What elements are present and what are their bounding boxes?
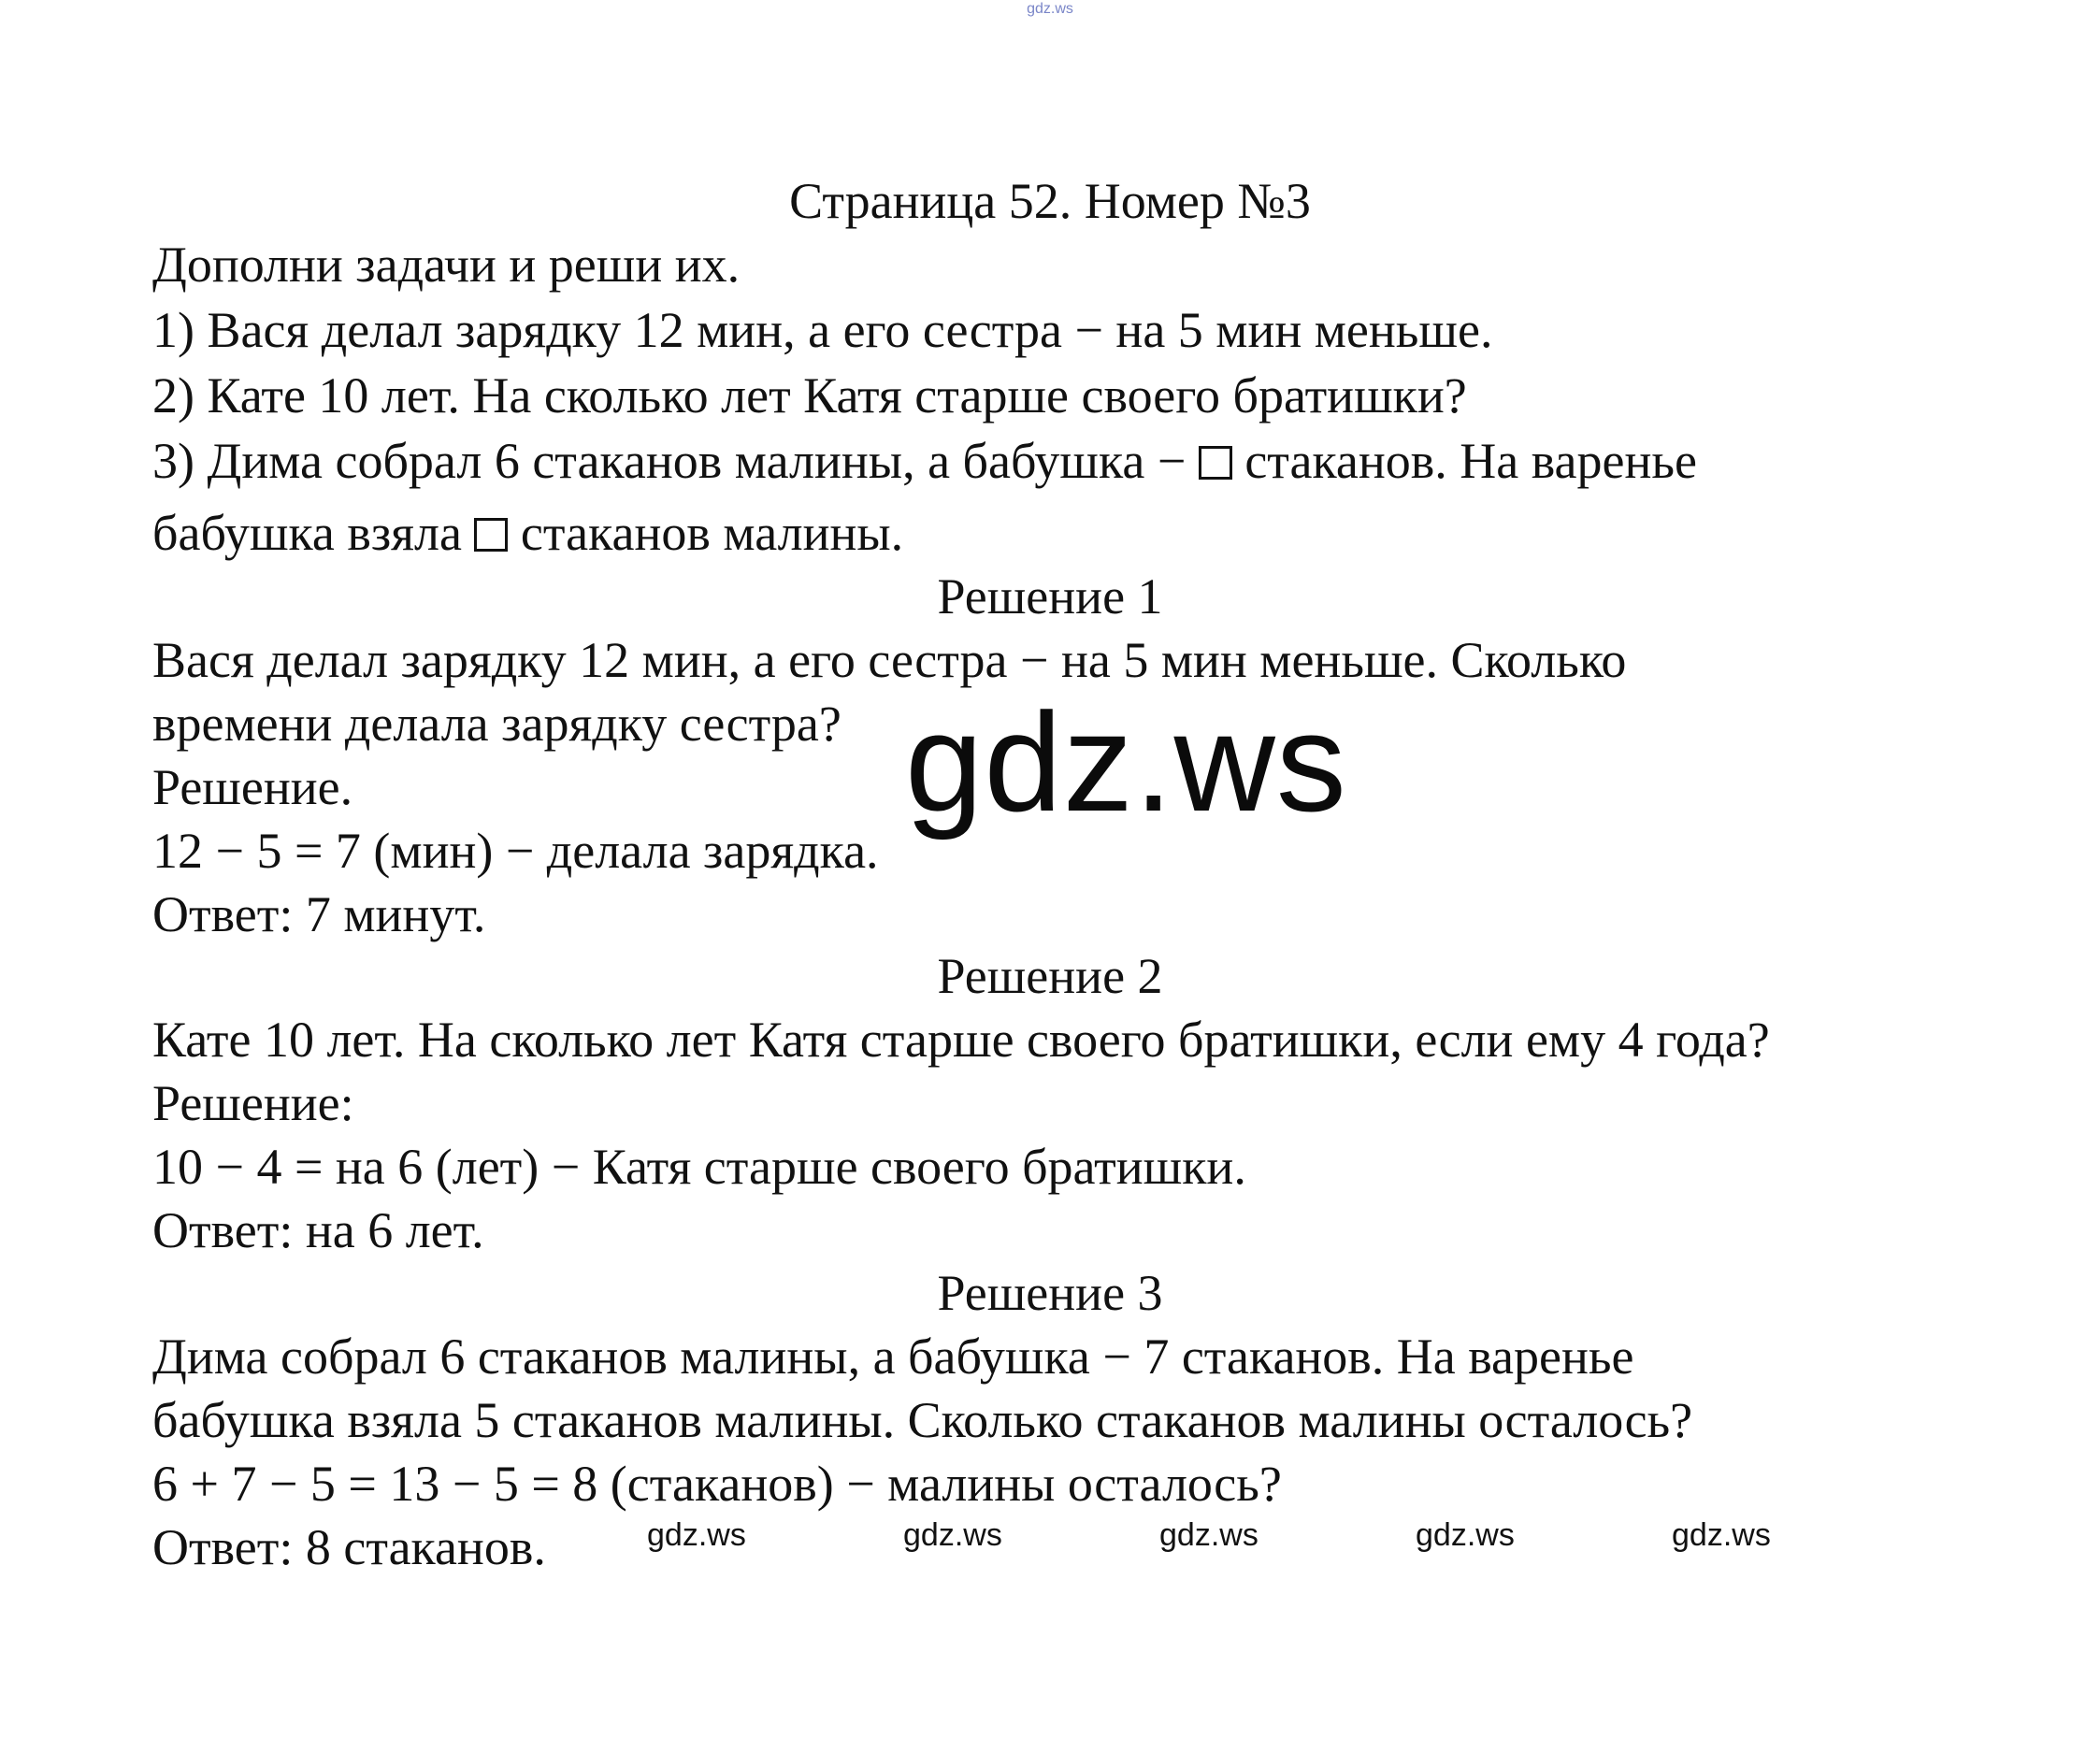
solution-2-heading: Решение 2 bbox=[937, 948, 1163, 1004]
task-item-1: 1) Вася делал зарядку 12 мин, а его сестра − на 5 мин меньше. bbox=[152, 302, 1493, 358]
task-item-3-text-d: стаканов малины. bbox=[520, 505, 904, 561]
solution-1-calc: 12 − 5 = 7 (мин) − делала зарядка. bbox=[152, 823, 879, 879]
bottom-watermark: gdz.ws bbox=[1159, 1517, 1259, 1553]
task-item-2: 2) Кате 10 лет. На сколько лет Катя старше своего братишки? bbox=[152, 367, 1467, 424]
task-intro: Дополни задачи и реши их. bbox=[152, 237, 741, 293]
blank-box bbox=[474, 518, 508, 552]
center-watermark: gdz.ws bbox=[905, 683, 1347, 840]
bottom-watermark: gdz.ws bbox=[903, 1517, 1002, 1553]
solution-1-heading: Решение 1 bbox=[937, 568, 1163, 625]
blank-box bbox=[1199, 446, 1232, 480]
solution-1-line-2: времени делала зарядку сестра? bbox=[152, 696, 841, 752]
solution-1-line-1: Вася делал зарядку 12 мин, а его сестра − на 5 мин меньше. Сколько bbox=[152, 632, 1627, 688]
task-item-3-text-a: 3) Дима собрал 6 стаканов малины, а бабушка − bbox=[152, 433, 1187, 489]
solution-3-answer: Ответ: 8 стаканов. bbox=[152, 1519, 546, 1575]
solution-2-label: Решение: bbox=[152, 1075, 354, 1131]
task-item-3-text-c: бабушка взяла bbox=[152, 505, 462, 561]
task-item-3-line-1 bbox=[152, 433, 1697, 489]
solution-2-answer: Ответ: на 6 лет. bbox=[152, 1202, 484, 1258]
solution-3-heading: Решение 3 bbox=[937, 1265, 1163, 1321]
solution-3-calc: 6 + 7 − 5 = 13 − 5 = 8 (стаканов) − малины осталось? bbox=[152, 1456, 1282, 1512]
solution-2-calc: 10 − 4 = на 6 (лет) − Катя старше своего братишки. bbox=[152, 1139, 1246, 1195]
task-item-3-line-2 bbox=[152, 505, 903, 561]
solution-1-label: Решение. bbox=[152, 759, 353, 815]
bottom-watermark: gdz.ws bbox=[1416, 1517, 1515, 1553]
top-watermark: gdz.ws bbox=[1027, 1, 1073, 17]
solution-3-line-2: бабушка взяла 5 стаканов малины. Сколько стаканов малины осталось? bbox=[152, 1392, 1693, 1448]
bottom-watermark: gdz.ws bbox=[647, 1517, 746, 1553]
solution-3-line-1: Дима собрал 6 стаканов малины, а бабушка − 7 стаканов. На варенье bbox=[152, 1328, 1634, 1385]
task-item-3-text-b: стаканов. На варенье bbox=[1244, 433, 1697, 489]
bottom-watermark: gdz.ws bbox=[1672, 1517, 1771, 1553]
solution-1-answer: Ответ: 7 минут. bbox=[152, 886, 486, 942]
page-title: Страница 52. Номер №3 bbox=[789, 173, 1311, 229]
solution-2-line-1: Кате 10 лет. На сколько лет Катя старше своего братишки, если ему 4 года? bbox=[152, 1012, 1770, 1068]
